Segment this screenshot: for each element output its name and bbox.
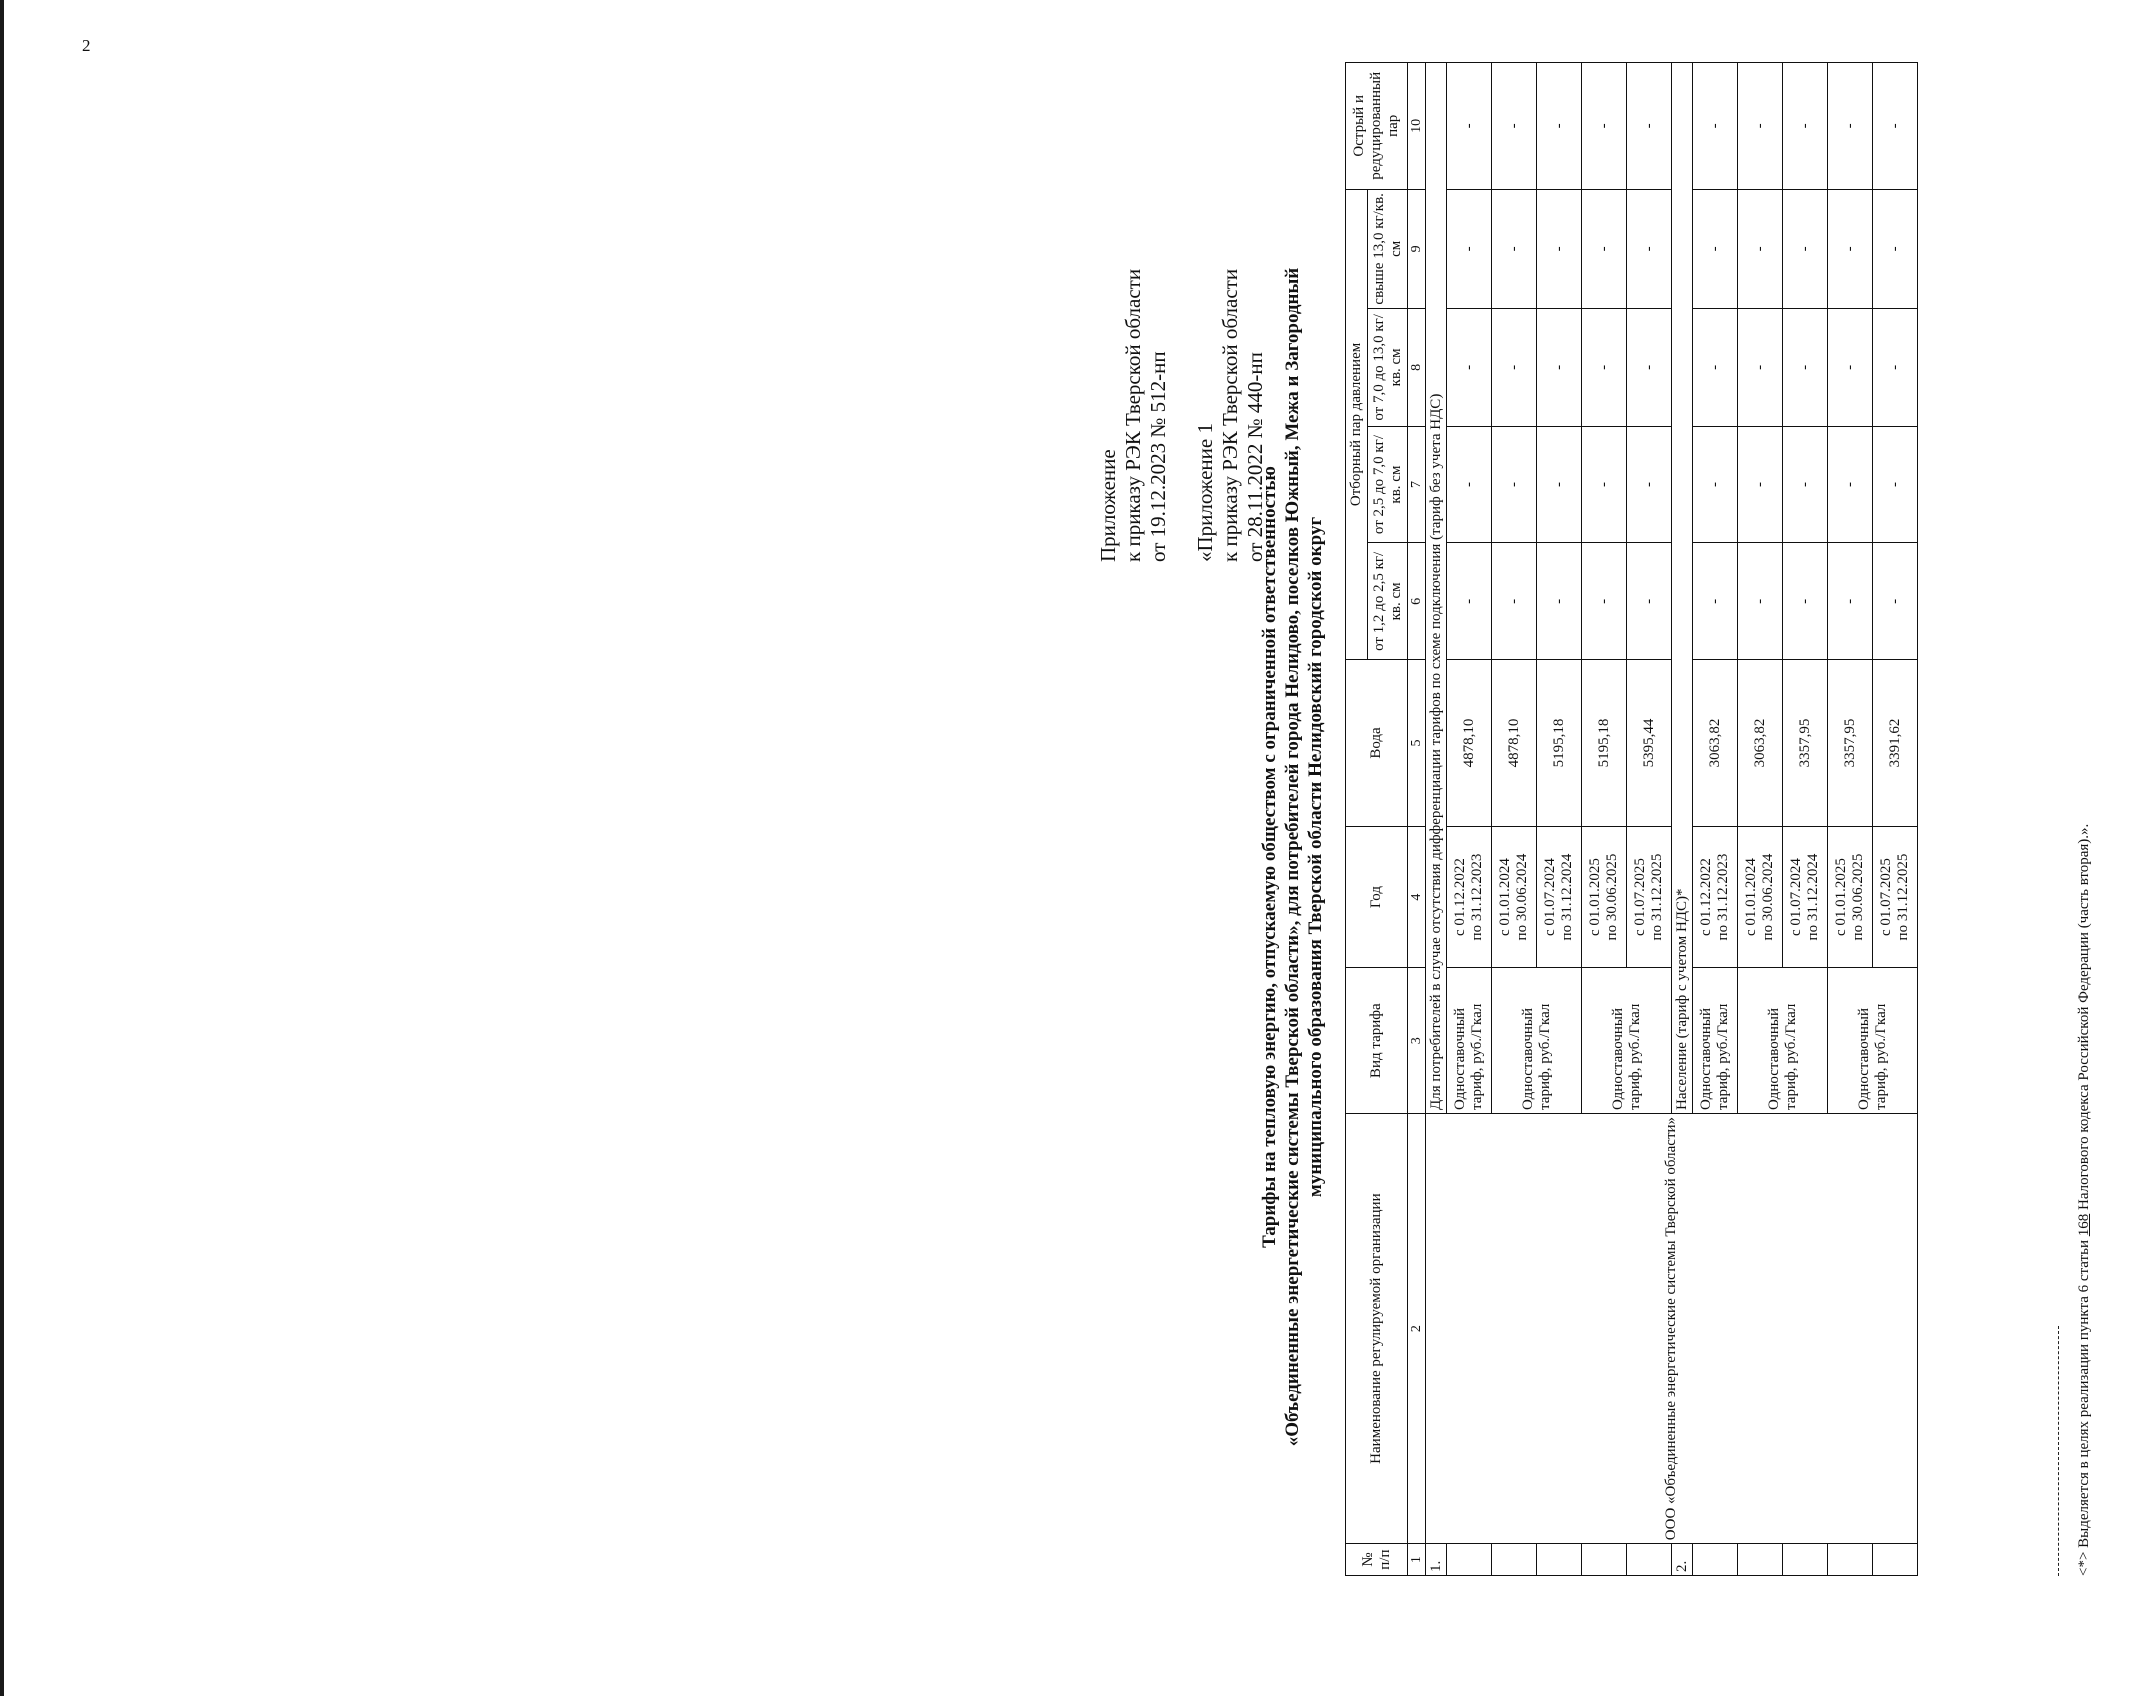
- period-from: с 01.01.2025: [1833, 858, 1849, 937]
- period-to: по 30.06.2025: [1604, 853, 1620, 941]
- water-cell: 5195,18: [1582, 660, 1627, 826]
- period-from: с 01.07.2024: [1788, 858, 1804, 937]
- footnote: [2076, 824, 2093, 1576]
- col-number: 10: [1408, 63, 1426, 190]
- sharp-steam-cell: -: [1627, 63, 1672, 190]
- header-num: № п/п: [1346, 1544, 1408, 1576]
- period-cell: [1447, 826, 1492, 968]
- steam3-cell: -: [1627, 309, 1672, 427]
- sharp-steam-cell: -: [1492, 63, 1537, 190]
- steam4-cell: -: [1582, 189, 1627, 308]
- period-to: по 30.06.2025: [1850, 853, 1866, 941]
- steam4-cell: -: [1828, 189, 1873, 308]
- page-number: 2: [82, 36, 91, 55]
- appendix-block: [1096, 112, 1268, 562]
- steam2-cell: -: [1582, 426, 1627, 543]
- header-steam-1: от 1,2 до 2,5 кг/кв. см: [1368, 543, 1408, 660]
- steam4-cell: -: [1537, 189, 1582, 308]
- title-line: Тарифы на тепловую энергию, отпускаемую обществом с ограниченной ответственностью: [1259, 466, 1280, 1248]
- col-number: 6: [1408, 543, 1426, 660]
- appendix-line: к приказу РЭК Тверской области: [1121, 268, 1145, 562]
- steam1-cell: -: [1447, 543, 1492, 660]
- steam1-cell: -: [1828, 543, 1873, 660]
- period-to: по 31.12.2024: [1805, 853, 1821, 941]
- org-name-cell: [1426, 1113, 1918, 1543]
- period-from: с 01.12.2022: [1452, 858, 1468, 937]
- sharp-steam-cell: -: [1447, 63, 1492, 190]
- steam2-cell: -: [1828, 426, 1873, 543]
- steam1-cell: -: [1693, 543, 1738, 660]
- steam3-cell: -: [1693, 309, 1738, 427]
- period-from: с 01.01.2025: [1587, 858, 1603, 937]
- tariff-type-cell: Одноставочный тариф, руб./Гкал: [1693, 968, 1738, 1114]
- col-number: 5: [1408, 660, 1426, 826]
- page-left-border: [0, 0, 4, 1696]
- steam3-cell: -: [1873, 309, 1918, 427]
- period-cell: [1492, 826, 1537, 968]
- water-cell: 5195,18: [1537, 660, 1582, 826]
- tariff-table: [1345, 62, 1918, 1576]
- period-to: по 30.06.2024: [1514, 853, 1530, 941]
- sharp-steam-cell: -: [1873, 63, 1918, 190]
- period-to: по 31.12.2023: [1469, 853, 1485, 941]
- col-number: 4: [1408, 826, 1426, 968]
- column-number-row: [1408, 63, 1426, 1576]
- period-cell: [1627, 826, 1672, 968]
- sharp-steam-cell: -: [1693, 63, 1738, 190]
- period-to: по 31.12.2025: [1895, 853, 1911, 941]
- water-cell: 3357,95: [1828, 660, 1873, 826]
- steam4-cell: -: [1447, 189, 1492, 308]
- period-from: с 01.07.2024: [1542, 858, 1558, 937]
- steam1-cell: -: [1783, 543, 1828, 660]
- header-steam-group: Отборный пар давлением: [1346, 189, 1368, 660]
- header-steam-4: свыше 13,0 кг/кв. см: [1368, 189, 1408, 308]
- water-cell: 4878,10: [1447, 660, 1492, 826]
- steam4-cell: -: [1873, 189, 1918, 308]
- col-number: 7: [1408, 426, 1426, 543]
- steam1-cell: -: [1738, 543, 1783, 660]
- footnote-divider: [2058, 1326, 2059, 1576]
- rotated-page: [1040, 62, 2140, 1652]
- period-cell: [1873, 826, 1918, 968]
- footnote-article-link[interactable]: 168: [2076, 1213, 2092, 1237]
- period-from: с 01.07.2025: [1632, 858, 1648, 937]
- section-title: Население (тариф с учетом НДС)*: [1672, 63, 1693, 1114]
- steam3-cell: -: [1738, 309, 1783, 427]
- title-line: «Объединенные энергетические системы Тверской области», для потребителей города Нелидово, поселков Южный, Межа и Загородный: [1282, 267, 1303, 1447]
- steam3-cell: -: [1492, 309, 1537, 427]
- header-steam-3: от 7,0 до 13,0 кг/кв. см: [1368, 309, 1408, 427]
- col-number: 1: [1408, 1544, 1426, 1576]
- period-cell: [1582, 826, 1627, 968]
- steam2-cell: -: [1873, 426, 1918, 543]
- period-to: по 30.06.2024: [1760, 853, 1776, 941]
- period-cell: [1828, 826, 1873, 968]
- header-sharp-steam: Острый и редуцированный пар: [1346, 63, 1408, 190]
- col-number: 8: [1408, 309, 1426, 427]
- steam2-cell: -: [1693, 426, 1738, 543]
- footnote-prefix: <*> Выделяется в целях реализации пункта 6 статьи: [2076, 1236, 2092, 1576]
- col-number: 3: [1408, 968, 1426, 1114]
- period-cell: [1783, 826, 1828, 968]
- appendix-line: от 19.12.2023 № 512-нп: [1146, 351, 1170, 562]
- sharp-steam-cell: -: [1828, 63, 1873, 190]
- steam3-cell: -: [1828, 309, 1873, 427]
- period-from: с 01.12.2022: [1698, 858, 1714, 937]
- steam1-cell: -: [1537, 543, 1582, 660]
- footnote-suffix: Налогового кодекса Российской Федерации (часть вторая).».: [2076, 823, 2092, 1214]
- tariff-type-cell: Одноставочный тариф, руб./Гкал: [1738, 968, 1828, 1114]
- header-tariff-type: Вид тарифа: [1346, 968, 1408, 1114]
- header-year: Год: [1346, 826, 1408, 968]
- steam2-cell: -: [1738, 426, 1783, 543]
- water-cell: 3357,95: [1783, 660, 1828, 826]
- tariff-type-cell: Одноставочный тариф, руб./Гкал: [1582, 968, 1672, 1114]
- org-name: ООО «Объединенные энергетические системы Тверской области»: [1663, 1116, 1679, 1541]
- appendix-line: Приложение: [1096, 449, 1120, 562]
- tariff-type-cell: Одноставочный тариф, руб./Гкал: [1492, 968, 1582, 1114]
- steam2-cell: -: [1783, 426, 1828, 543]
- appendix-line: от 28.11.2022 № 440-нп: [1243, 352, 1267, 562]
- period-to: по 31.12.2025: [1649, 853, 1665, 941]
- period-cell: [1537, 826, 1582, 968]
- steam1-cell: -: [1582, 543, 1627, 660]
- steam4-cell: -: [1627, 189, 1672, 308]
- sharp-steam-cell: -: [1783, 63, 1828, 190]
- tariff-type-cell: Одноставочный тариф, руб./Гкал: [1447, 968, 1492, 1114]
- steam3-cell: -: [1537, 309, 1582, 427]
- steam1-cell: -: [1492, 543, 1537, 660]
- period-from: с 01.01.2024: [1497, 858, 1513, 937]
- section-title: Для потребителей в случае отсутствия дифференциации тарифов по схеме подключения (тариф без учета НДС): [1426, 63, 1447, 1114]
- steam3-cell: -: [1783, 309, 1828, 427]
- period-to: по 31.12.2024: [1559, 853, 1575, 941]
- steam4-cell: -: [1783, 189, 1828, 308]
- col-number: 9: [1408, 189, 1426, 308]
- section-row: [1426, 63, 1447, 1576]
- steam1-cell: -: [1873, 543, 1918, 660]
- period-to: по 31.12.2023: [1715, 853, 1731, 941]
- water-cell: 3063,82: [1738, 660, 1783, 826]
- header-org: Наименование регулируемой организации: [1346, 1113, 1408, 1543]
- period-from: с 01.01.2024: [1743, 858, 1759, 937]
- header-water: Вода: [1346, 660, 1408, 826]
- period-from: с 01.07.2025: [1878, 858, 1894, 937]
- col-number: 2: [1408, 1113, 1426, 1543]
- period-cell: [1738, 826, 1783, 968]
- steam2-cell: -: [1537, 426, 1582, 543]
- appendix-line: «Приложение 1: [1193, 423, 1217, 562]
- steam4-cell: -: [1738, 189, 1783, 308]
- steam2-cell: -: [1447, 426, 1492, 543]
- steam2-cell: -: [1492, 426, 1537, 543]
- steam4-cell: -: [1693, 189, 1738, 308]
- section-number: 2.: [1672, 1544, 1693, 1576]
- sharp-steam-cell: -: [1537, 63, 1582, 190]
- water-cell: 5395,44: [1627, 660, 1672, 826]
- header-steam-2: от 2,5 до 7,0 кг/кв. см: [1368, 426, 1408, 543]
- section-number: 1.: [1426, 1544, 1447, 1576]
- appendix-line: к приказу РЭК Тверской области: [1218, 268, 1242, 562]
- water-cell: 3063,82: [1693, 660, 1738, 826]
- steam3-cell: -: [1447, 309, 1492, 427]
- tariff-type-cell: Одноставочный тариф, руб./Гкал: [1828, 968, 1918, 1114]
- steam3-cell: -: [1582, 309, 1627, 427]
- water-cell: 3391,62: [1873, 660, 1918, 826]
- period-cell: [1693, 826, 1738, 968]
- document-title: [1258, 62, 1327, 1652]
- steam2-cell: -: [1627, 426, 1672, 543]
- steam1-cell: -: [1627, 543, 1672, 660]
- steam4-cell: -: [1492, 189, 1537, 308]
- title-line: муниципального образования Тверской области Нелидовский городской округ: [1305, 516, 1326, 1198]
- water-cell: 4878,10: [1492, 660, 1537, 826]
- sharp-steam-cell: -: [1582, 63, 1627, 190]
- sharp-steam-cell: -: [1738, 63, 1783, 190]
